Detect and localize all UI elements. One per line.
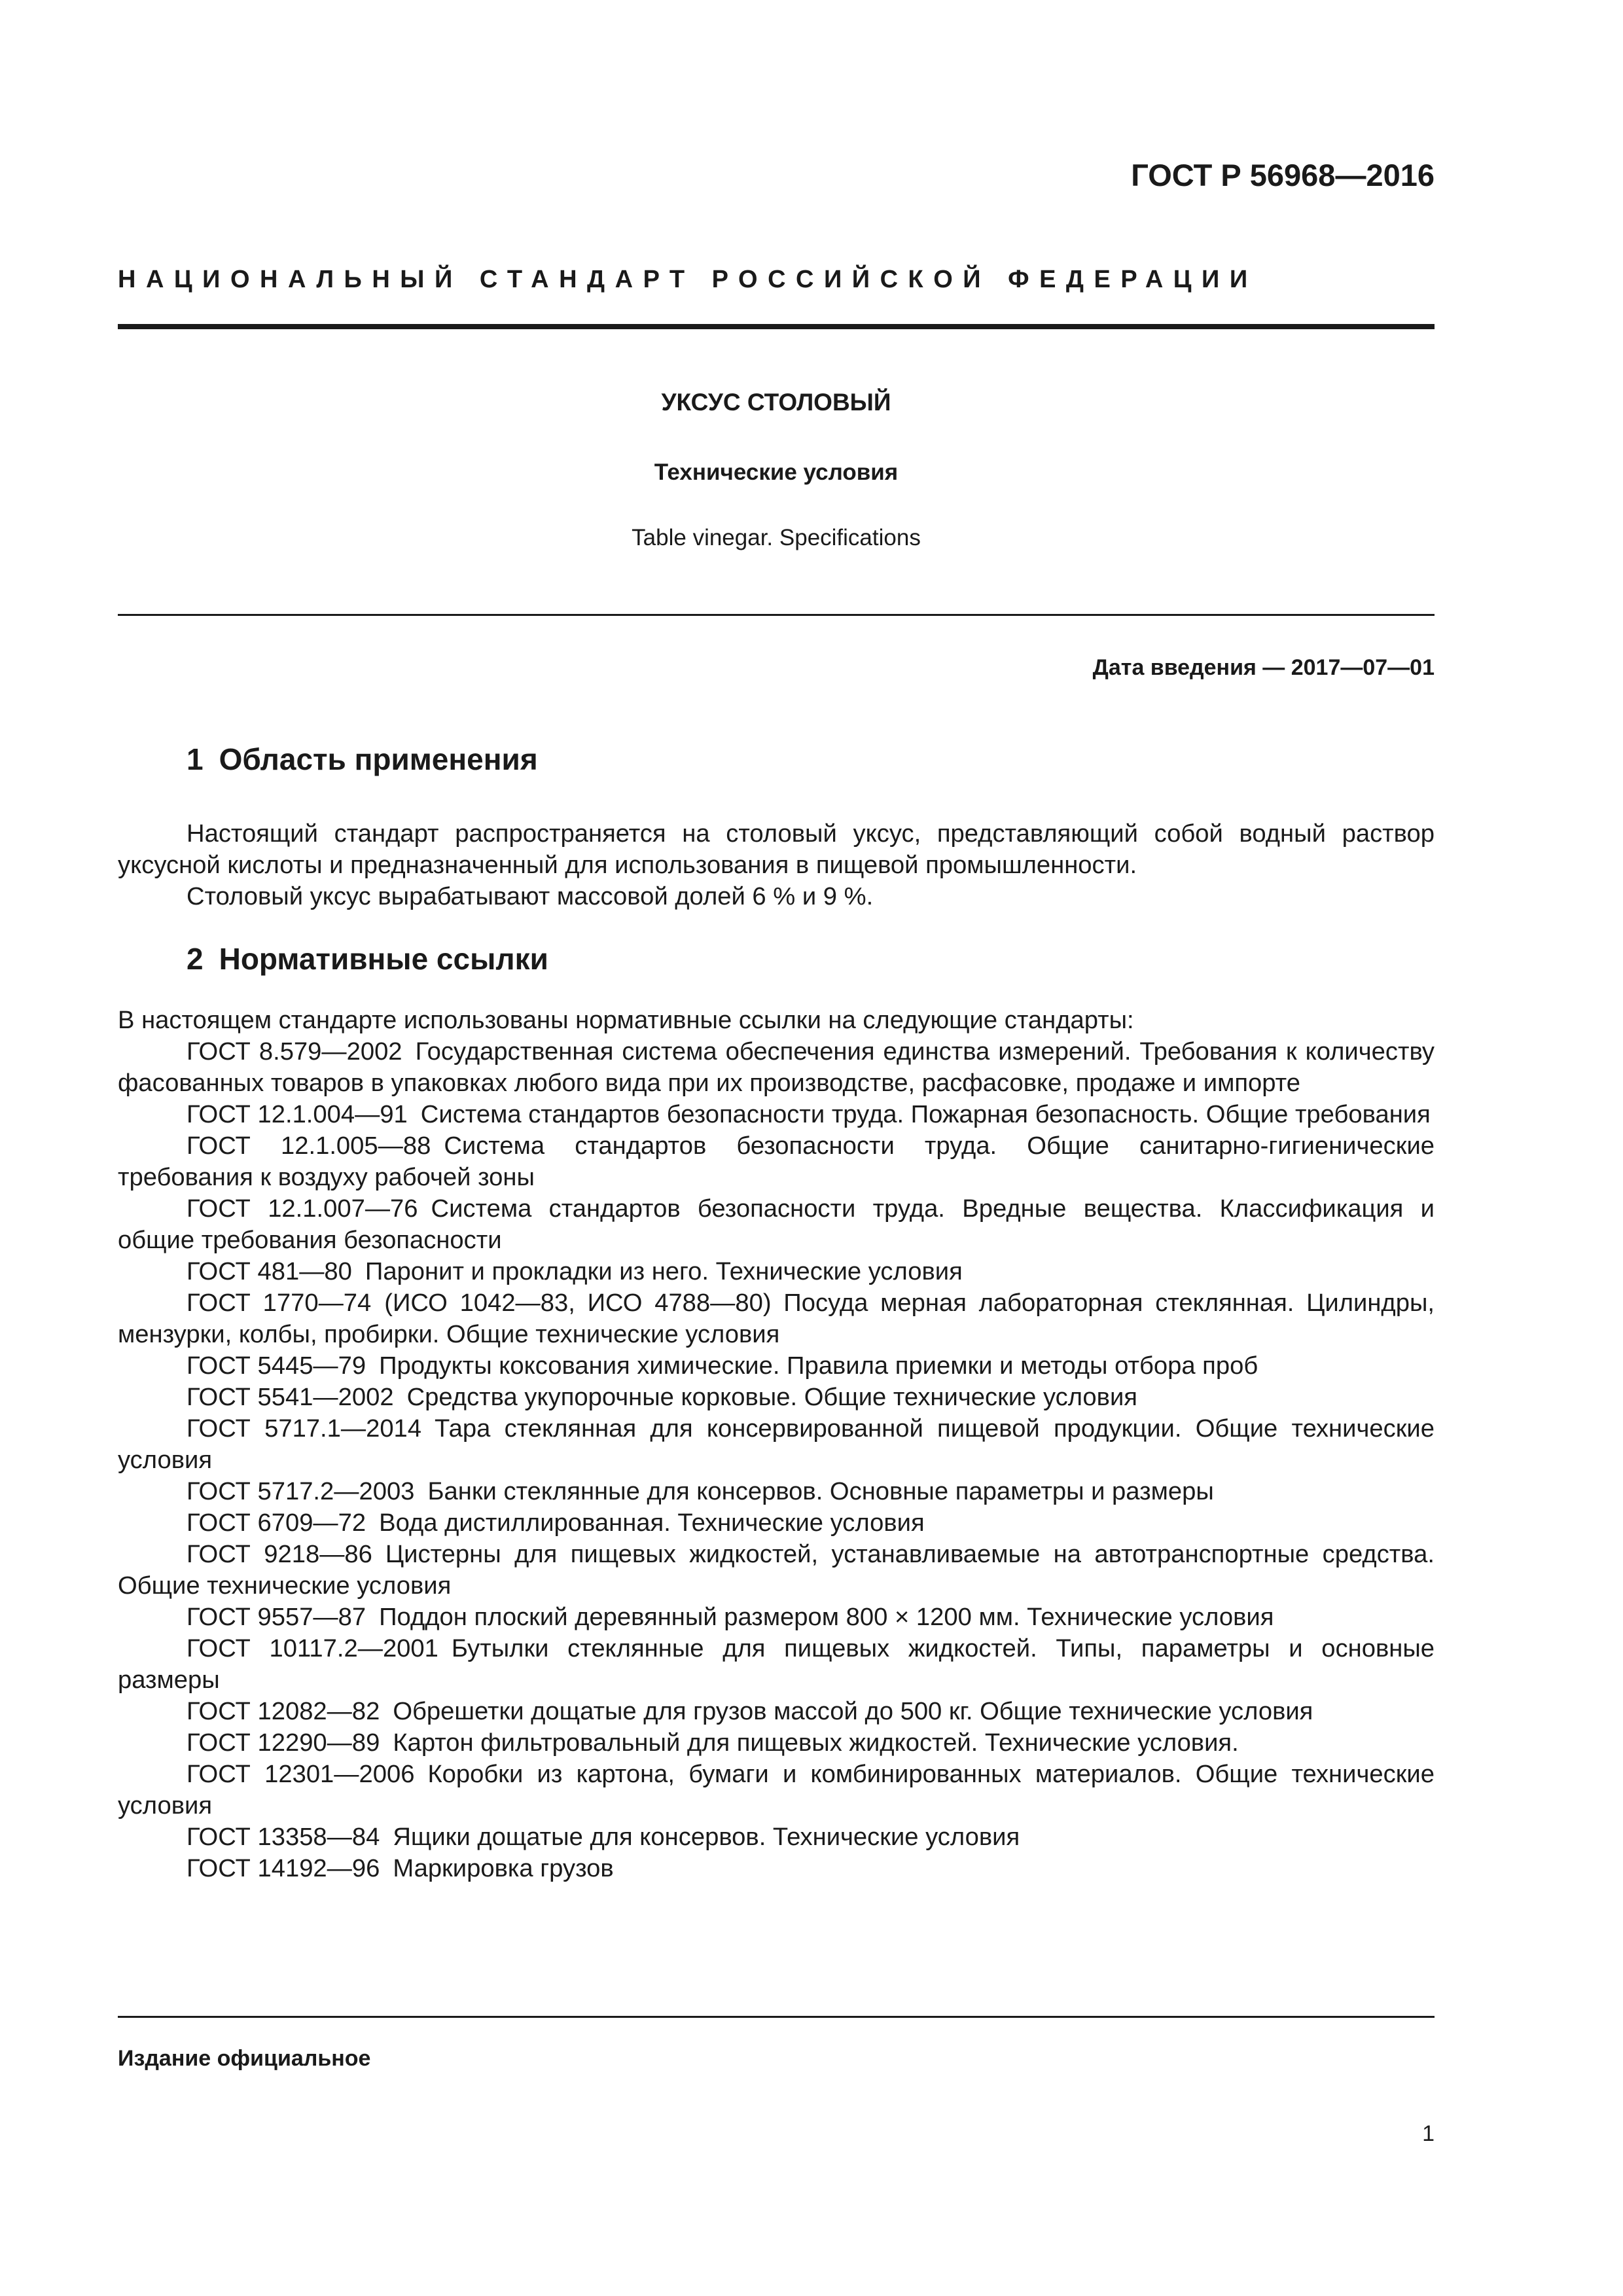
section-1-number: 1 bbox=[187, 742, 204, 776]
national-standard-title: НАЦИОНАЛЬНЫЙ СТАНДАРТ РОССИЙСКОЙ ФЕДЕРАЦИИ bbox=[118, 266, 1258, 293]
reference-code: ГОСТ 5445—79 bbox=[187, 1352, 366, 1380]
reference-code: ГОСТ 9557—87 bbox=[187, 1603, 366, 1631]
introduction-date: Дата введения — 2017—07—01 bbox=[1092, 655, 1435, 680]
reference-title: Банки стеклянные для консервов. Основные параметры и размеры bbox=[427, 1477, 1214, 1505]
document-title-english: Table vinegar. Specifications bbox=[632, 525, 921, 550]
reference-title: Обрешетки дощатые для грузов массой до 500 кг. Общие технические условия bbox=[393, 1697, 1313, 1725]
reference-code: ГОСТ 9218—86 bbox=[187, 1540, 372, 1568]
reference-title: Средства укупорочные корковые. Общие технические условия bbox=[406, 1383, 1137, 1411]
reference-title: Поддон плоский деревянный размером 800 × 1200 мм. Технические условия bbox=[379, 1603, 1274, 1631]
reference-title: Государственная система обеспечения единства измерений. Требования к количеству фасованных товаров в упаковках любого вида при их производстве, расфасовке, продаже и импорте bbox=[118, 1037, 1435, 1097]
page-number: 1 bbox=[1422, 2121, 1435, 2146]
reference-title: Паронит и прокладки из него. Технические условия bbox=[365, 1257, 963, 1285]
reference-item bbox=[118, 1130, 1435, 1193]
reference-title: Вода дистиллированная. Технические условия bbox=[379, 1509, 925, 1537]
reference-item bbox=[118, 1476, 1435, 1507]
section-1-title: Область применения bbox=[219, 742, 538, 776]
normative-references-list bbox=[118, 1005, 1435, 1884]
section-1-heading bbox=[187, 740, 538, 779]
reference-code: ГОСТ 12082—82 bbox=[187, 1697, 380, 1725]
reference-title: Ящики дощатые для консервов. Технические условия bbox=[393, 1823, 1020, 1851]
reference-code: ГОСТ 13358—84 bbox=[187, 1823, 380, 1851]
reference-title: Коробки из картона, бумаги и комбинированных материалов. Общие технические условия bbox=[118, 1760, 1435, 1820]
reference-title: Бутылки стеклянные для пищевых жидкостей. Типы, параметры и основные размеры bbox=[118, 1634, 1435, 1694]
reference-item bbox=[118, 1036, 1435, 1099]
reference-title: Маркировка грузов bbox=[393, 1854, 614, 1882]
header-divider bbox=[118, 324, 1435, 329]
section-1-paragraph: Столовый уксус вырабатывают массовой долей 6 % и 9 %. bbox=[187, 882, 874, 910]
reference-title: Цистерны для пищевых жидкостей, устанавливаемые на автотранспортные средства. Общие технические условия bbox=[118, 1540, 1435, 1600]
reference-code: ГОСТ 5717.1—2014 bbox=[187, 1414, 422, 1443]
edition-label: Издание официальное bbox=[118, 2046, 371, 2071]
reference-title: Система стандартов безопасности труда. Общие санитарно-гигиенические требования к воздуху рабочей зоны bbox=[118, 1132, 1435, 1191]
reference-item bbox=[118, 1602, 1435, 1633]
document-subtitle: Технические условия bbox=[654, 459, 899, 485]
section-2-number: 2 bbox=[187, 942, 204, 976]
document-title: УКСУС СТОЛОВЫЙ bbox=[661, 389, 891, 416]
reference-item bbox=[118, 1256, 1435, 1287]
reference-item bbox=[118, 1193, 1435, 1256]
reference-code: ГОСТ 12.1.007—76 bbox=[187, 1194, 418, 1223]
reference-code: ГОСТ 14192—96 bbox=[187, 1854, 380, 1882]
reference-item bbox=[118, 1696, 1435, 1727]
reference-code: ГОСТ 12.1.004—91 bbox=[187, 1100, 408, 1128]
reference-item bbox=[118, 1382, 1435, 1413]
reference-code: ГОСТ 12.1.005—88 bbox=[187, 1132, 431, 1160]
document-page bbox=[118, 0, 1435, 2296]
reference-item bbox=[118, 1727, 1435, 1759]
reference-code: ГОСТ 5717.2—2003 bbox=[187, 1477, 415, 1505]
reference-item bbox=[118, 1759, 1435, 1821]
reference-title: Продукты коксования химические. Правила приемки и методы отбора проб bbox=[379, 1352, 1258, 1380]
reference-code: ГОСТ 1770—74 bbox=[187, 1289, 372, 1317]
section-2-title: Нормативные ссылки bbox=[219, 942, 548, 976]
reference-code: ГОСТ 481—80 bbox=[187, 1257, 352, 1285]
reference-code: ГОСТ 5541—2002 bbox=[187, 1383, 394, 1411]
reference-code: ГОСТ 10117.2—2001 bbox=[187, 1634, 438, 1662]
reference-item bbox=[118, 1507, 1435, 1539]
section-1-paragraph: Настоящий стандарт распространяется на столовый уксус, представляющий собой водный раствор уксусной кислоты и предназначенный для использования в пищевой промышленности. bbox=[118, 819, 1435, 879]
reference-item bbox=[118, 1099, 1435, 1130]
footer-divider bbox=[118, 2016, 1435, 2018]
reference-code: ГОСТ 8.579—2002 bbox=[187, 1037, 402, 1066]
section-2-heading bbox=[187, 939, 548, 978]
reference-item bbox=[118, 1539, 1435, 1602]
title-divider bbox=[118, 614, 1435, 616]
section-1-body bbox=[118, 818, 1435, 912]
doc-number: ГОСТ Р 56968—2016 bbox=[1131, 158, 1435, 192]
reference-title: (ИСО 1042—83, ИСО 4788—80) Посуда мерная лабораторная стеклянная. Цилиндры, мензурки, колбы, пробирки. Общие технические условия bbox=[118, 1289, 1435, 1348]
reference-item bbox=[118, 1413, 1435, 1476]
reference-title: Картон фильтровальный для пищевых жидкостей. Технические условия. bbox=[393, 1729, 1239, 1757]
references-intro: В настоящем стандарте использованы нормативные ссылки на следующие стандарты: bbox=[118, 1006, 1134, 1034]
reference-title: Система стандартов безопасности труда. Вредные вещества. Классификация и общие требования безопасности bbox=[118, 1194, 1435, 1254]
reference-code: ГОСТ 6709—72 bbox=[187, 1509, 366, 1537]
reference-code: ГОСТ 12301—2006 bbox=[187, 1760, 415, 1788]
reference-item bbox=[118, 1633, 1435, 1696]
reference-code: ГОСТ 12290—89 bbox=[187, 1729, 380, 1757]
reference-item bbox=[118, 1821, 1435, 1853]
reference-item bbox=[118, 1350, 1435, 1382]
reference-title: Система стандартов безопасности труда. Пожарная безопасность. Общие требования bbox=[420, 1100, 1431, 1128]
reference-item bbox=[118, 1853, 1435, 1884]
reference-title: Тара стеклянная для консервированной пищевой продукции. Общие технические условия bbox=[118, 1414, 1435, 1474]
reference-item bbox=[118, 1287, 1435, 1350]
